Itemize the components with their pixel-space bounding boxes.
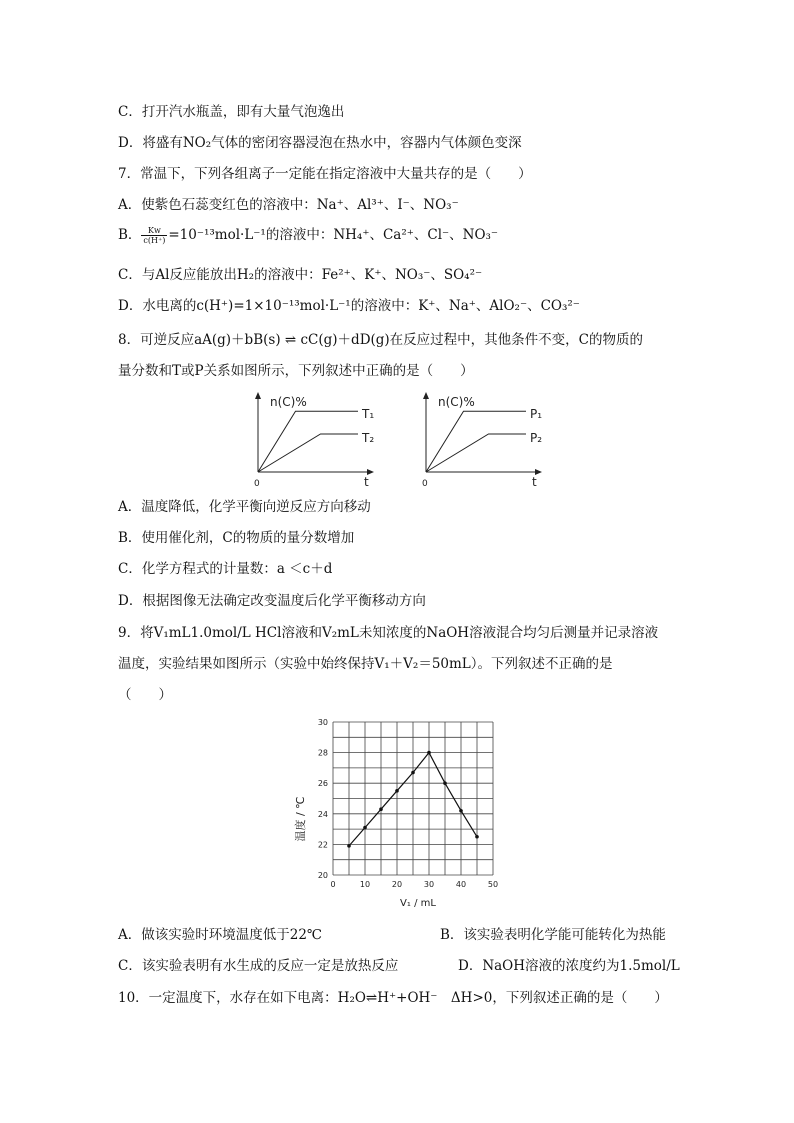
data-point [459,809,463,813]
q8-option-c: C．化学方程式的计量数：a ＜c＋d [118,561,333,577]
question-8-cont: 量分数和T或P关系如图所示，下列叙述中正确的是（ ） [118,363,474,379]
data-point [411,771,415,775]
chart2-origin: 0 [422,479,428,489]
chart2-xlabel: t [532,475,537,489]
q8-option-b: B．使用催化剂，C的物质的量分数增加 [118,530,355,546]
chart1-series-t2-label: T₂ [362,431,375,445]
kw-fraction [141,226,167,245]
kw-numerator: Kw [141,226,167,236]
q7b-prefix: B． [118,227,142,243]
pressure-chart [416,388,556,494]
chart1-series-2-line [258,434,358,472]
data-point [443,781,447,785]
question-7: 7．常温下，下列各组离子一定能在指定溶液中大量共存的是（ ） [118,166,532,182]
q9-option-b: B．该实验表明化学能可能转化为热能 [440,927,666,943]
x-tick-label: 0 [330,880,336,889]
data-point [427,751,431,755]
question-9: 9．将V₁mL1.0mol/L HCl溶液和V₂mL未知浓度的NaOH溶液混合均匀后测量并记录溶液 [118,625,659,641]
question-8: 8．可逆反应aA(g)＋bB(s) ⇌ cC(g)＋dD(g)在反应过程中，其他条件不变，C的物质的 [118,332,644,348]
chart1-ylabel: n(C)% [270,395,307,409]
x-tick-label: 10 [359,880,371,889]
q6-option-d: D．将盛有NO₂气体的密闭容器浸泡在热水中，容器内气体颜色变深 [118,135,522,151]
chart3-ylabel: 温度 / ℃ [294,796,307,842]
x-tick-label: 40 [455,880,467,889]
temperature-chart [248,388,388,494]
y-tick-label: 30 [317,718,328,727]
data-point [347,844,351,848]
q9-option-a: A．做该实验时环境温度低于22℃ [118,927,323,943]
data-point [363,826,367,830]
temperature-volume-chart [290,712,510,912]
chart1-series-t1-label: T₁ [362,407,375,421]
data-point [379,807,383,811]
kw-denominator: c(H⁺) [143,236,166,245]
question-9-cont: 温度，实验结果如图所示（实验中始终保持V₁＋V₂＝50mL）。下列叙述不正确的是 [118,656,613,672]
y-tick-label: 28 [317,748,328,758]
q6-option-c: C．打开汽水瓶盖，即有大量气泡逸出 [118,104,345,120]
x-tick-label: 50 [487,880,499,889]
q7-option-d: D．水电离的c(H⁺)=1×10⁻¹³mol·L⁻¹的溶液中：K⁺、Na⁺、AlO₂⁻、CO₃²⁻ [118,298,580,314]
y-tick-label: 22 [317,840,328,850]
chart2-ylabel: n(C)% [438,395,475,409]
q8-option-a: A．温度降低，化学平衡向逆反应方向移动 [118,499,371,515]
y-tick-label: 24 [317,809,328,819]
x-tick-label: 30 [423,880,435,889]
q7-option-a: A．使紫色石蕊变红色的溶液中：Na⁺、Al³⁺、I⁻、NO₃⁻ [118,197,459,213]
x-tick-label: 20 [391,880,403,889]
q9-option-d: D．NaOH溶液的浓度约为1.5mol/L [458,958,680,974]
q8-option-d: D．根据图像无法确定改变温度后化学平衡移动方向 [118,593,426,609]
chart3-xlabel: V₁ / mL [400,898,436,909]
chart1-origin: 0 [254,479,260,489]
chart1-xlabel: t [364,475,369,489]
chart2-series-2-line [426,434,526,472]
y-tick-label: 20 [317,871,328,880]
q7-option-b [118,226,498,245]
y-tick-label: 26 [317,779,328,789]
chart2-series-p1-label: P₁ [530,407,543,421]
q9-option-c: C．该实验表明有水生成的反应一定是放热反应 [118,958,399,974]
q7-option-c: C．与Al反应能放出H₂的溶液中：Fe²⁺、K⁺、NO₃⁻、SO₄²⁻ [118,267,483,283]
question-9-answer-slot: （ ） [118,687,172,703]
data-point [395,789,399,793]
q7b-rest: =10⁻¹³mol·L⁻¹的溶液中：NH₄⁺、Ca²⁺、Cl⁻、NO₃⁻ [168,227,499,243]
data-point [475,835,479,839]
chart2-series-p2-label: P₂ [530,431,543,445]
question-10: 10．一定温度下，水存在如下电离：H₂O⇌H⁺+OH⁻ ΔH>0，下列叙述正确的是（ ） [118,990,668,1006]
